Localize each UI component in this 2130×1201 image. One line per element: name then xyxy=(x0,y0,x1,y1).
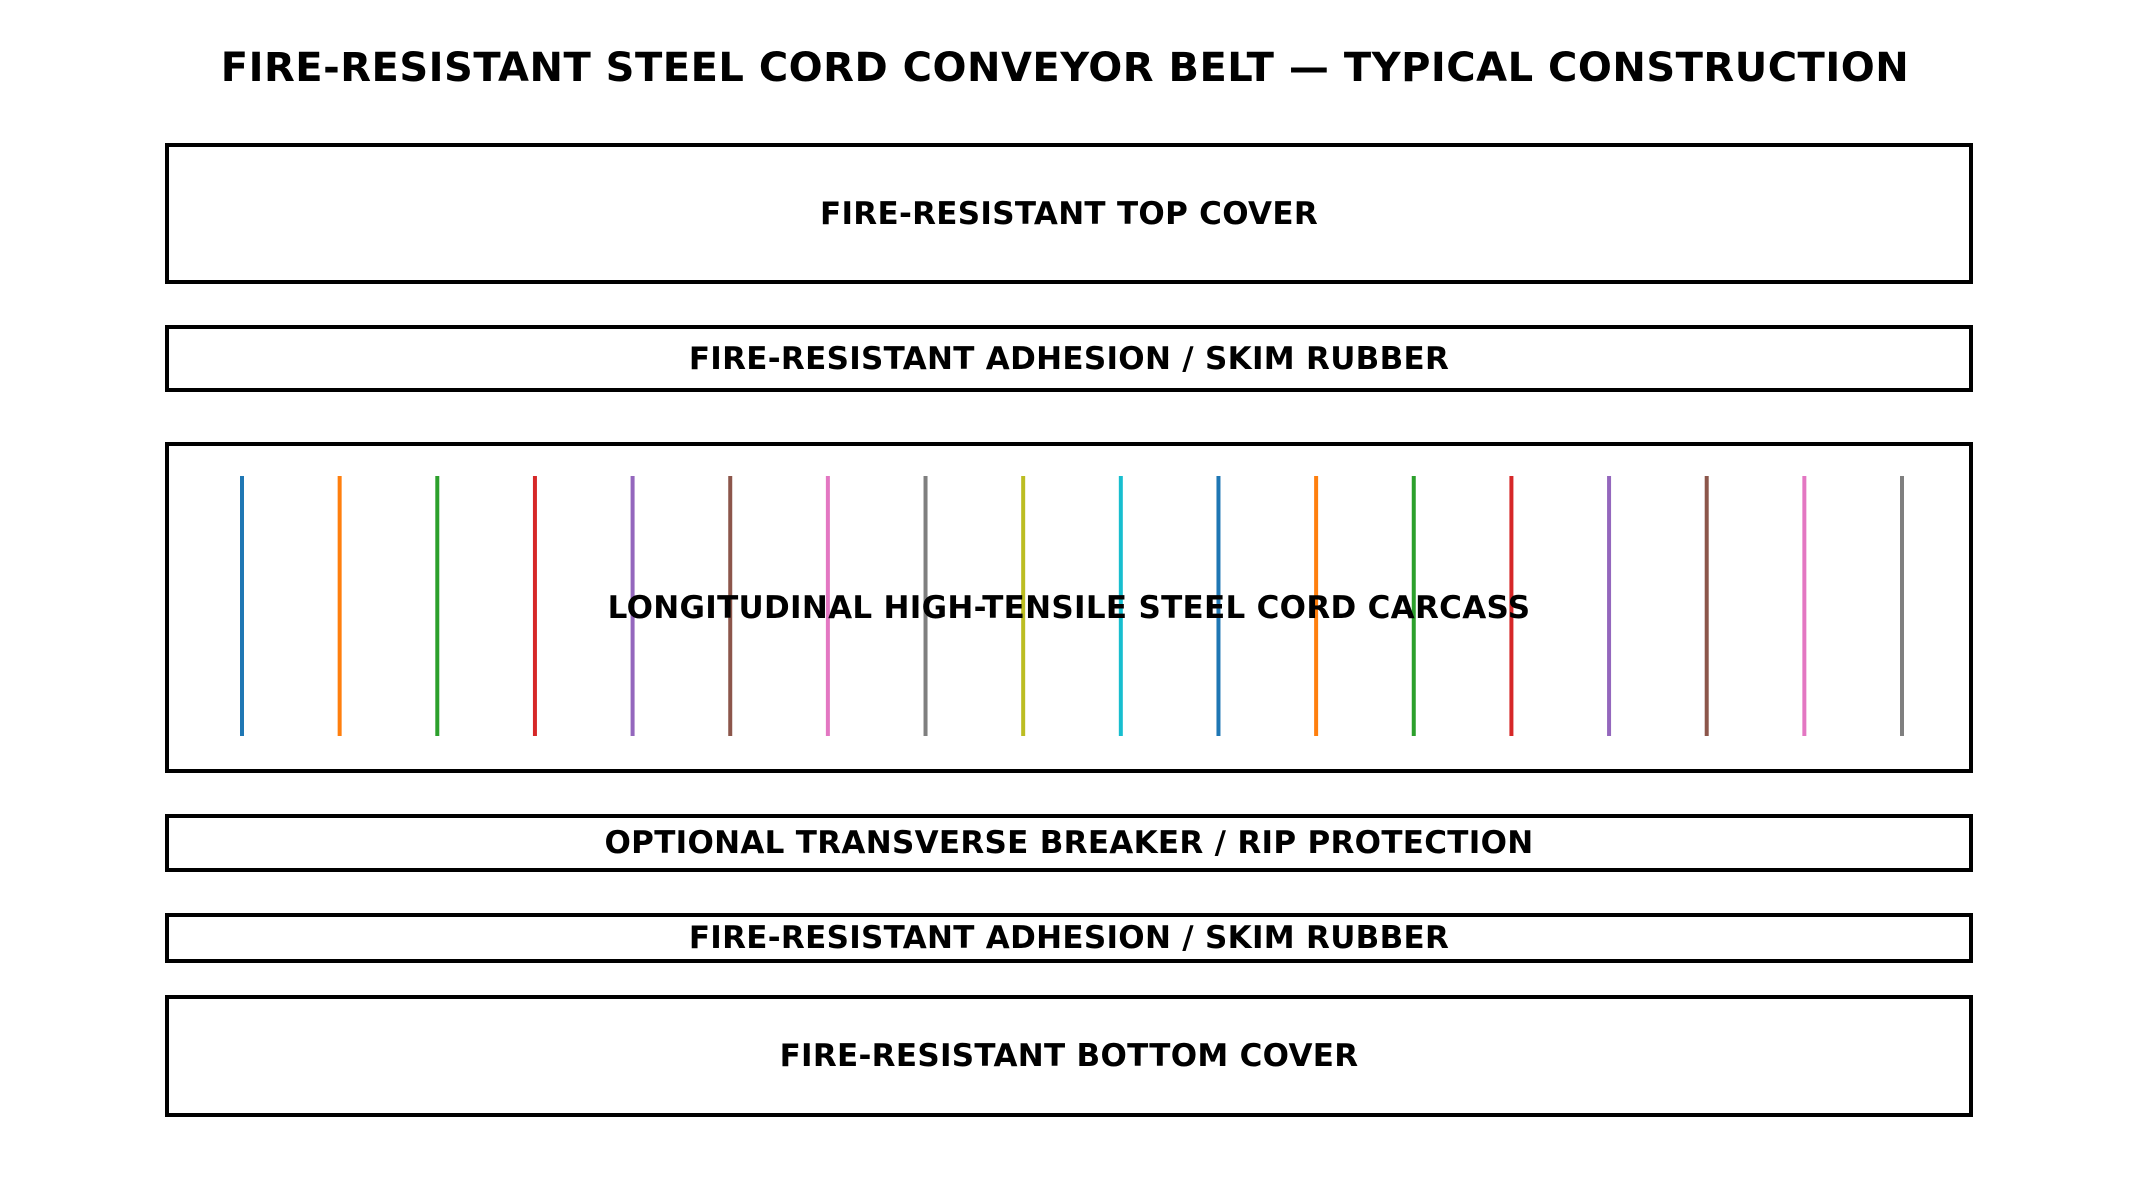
lower-skim-rubber-layer xyxy=(165,913,1973,963)
diagram-title: FIRE-RESISTANT STEEL CORD CONVEYOR BELT — TYPICAL CONSTRUCTION xyxy=(220,45,1910,91)
bottom-cover-label: FIRE-RESISTANT BOTTOM COVER xyxy=(779,1038,1359,1074)
transverse-breaker-label: OPTIONAL TRANSVERSE BREAKER / RIP PROTECTION xyxy=(604,825,1534,861)
lower-skim-rubber-label: FIRE-RESISTANT ADHESION / SKIM RUBBER xyxy=(688,920,1450,956)
top-cover-label: FIRE-RESISTANT TOP COVER xyxy=(820,195,1318,232)
transverse-breaker-layer xyxy=(165,814,1973,872)
steel-cord-carcass-layer xyxy=(165,442,1973,773)
bottom-cover-layer xyxy=(165,995,1973,1117)
top-cover-layer xyxy=(165,143,1973,284)
upper-skim-rubber-label: FIRE-RESISTANT ADHESION / SKIM RUBBER xyxy=(688,340,1450,377)
upper-skim-rubber-layer xyxy=(165,325,1973,392)
steel-cord-carcass-label: LONGITUDINAL HIGH-TENSILE STEEL CORD CARCASS xyxy=(607,589,1531,626)
